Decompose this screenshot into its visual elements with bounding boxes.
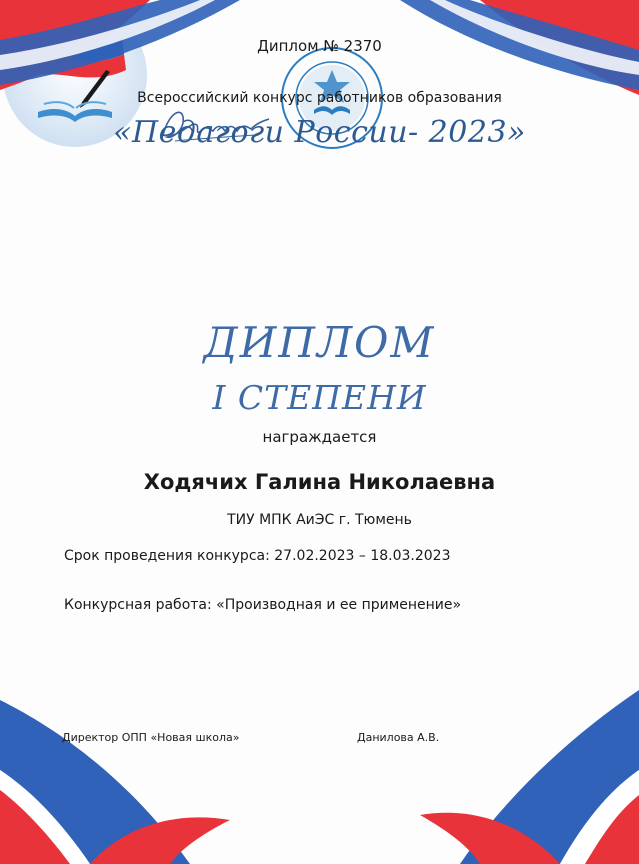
contest-work: Конкурсная работа: «Производная и ее применение» xyxy=(64,597,462,613)
organization: ТИУ МПК АиЭС г. Тюмень xyxy=(227,512,412,528)
recipient-name: Ходячих Галина Николаевна xyxy=(143,470,496,494)
contest-period: Срок проведения конкурса: 27.02.2023 – 18.03.2023 xyxy=(64,548,451,564)
awarded-label: награждается xyxy=(262,428,377,446)
director-name: Данилова А.В. xyxy=(357,731,440,744)
contest-line: Всероссийский конкурс работников образования xyxy=(137,90,502,106)
contest-name: «Педагоги России- 2023» xyxy=(113,115,526,150)
director-label: Директор ОПП «Новая школа» xyxy=(62,731,240,744)
diploma-title: ДИПЛОМ xyxy=(203,318,436,367)
diploma-number: Диплом № 2370 xyxy=(257,37,382,55)
diploma-degree: I СТЕПЕНИ xyxy=(212,378,427,417)
